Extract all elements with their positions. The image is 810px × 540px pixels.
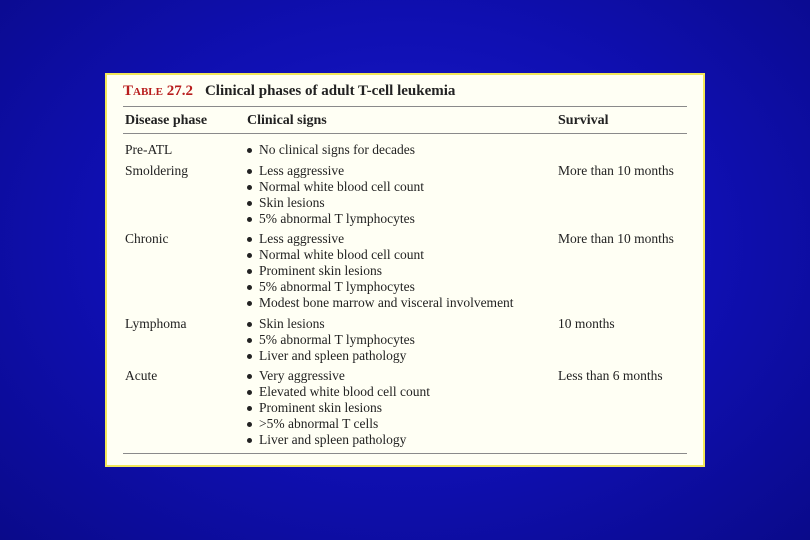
clinical-sign-item: Liver and spleen pathology bbox=[247, 348, 415, 364]
clinical-sign-item: Normal white blood cell count bbox=[247, 247, 514, 263]
clinical-sign-item: Normal white blood cell count bbox=[247, 179, 424, 195]
clinical-sign-item: Skin lesions bbox=[247, 316, 415, 332]
row-phase: Smoldering bbox=[125, 163, 188, 178]
clinical-sign-item: Elevated white blood cell count bbox=[247, 384, 430, 400]
clinical-sign-item: 5% abnormal T lymphocytes bbox=[247, 332, 415, 348]
row-clinical-signs bbox=[247, 142, 415, 158]
table-title: Clinical phases of adult T-cell leukemia bbox=[204, 83, 456, 99]
header-divider bbox=[123, 133, 687, 134]
row-survival: More than 10 months bbox=[558, 231, 674, 246]
clinical-sign-item: Less aggressive bbox=[247, 231, 514, 247]
table-panel bbox=[105, 73, 705, 467]
caption-divider bbox=[123, 106, 687, 107]
row-survival: 10 months bbox=[558, 316, 615, 331]
clinical-sign-item: 5% abnormal T lymphocytes bbox=[247, 211, 424, 227]
row-phase: Lymphoma bbox=[125, 316, 187, 331]
clinical-sign-item: Very aggressive bbox=[247, 368, 430, 384]
clinical-sign-item: Prominent skin lesions bbox=[247, 263, 514, 279]
clinical-sign-item: 5% abnormal T lymphocytes bbox=[247, 279, 514, 295]
clinical-sign-item: Modest bone marrow and visceral involvement bbox=[247, 295, 514, 311]
row-survival: Less than 6 months bbox=[558, 368, 663, 383]
row-phase: Pre-ATL bbox=[125, 142, 173, 157]
table-caption bbox=[123, 83, 455, 100]
header-survival: Survival bbox=[558, 113, 609, 128]
table-bottom-rule bbox=[123, 453, 687, 454]
row-clinical-signs bbox=[247, 316, 415, 364]
table-label: Table 27.2 bbox=[123, 83, 193, 99]
header-clinical-signs: Clinical signs bbox=[247, 113, 327, 128]
clinical-sign-item: Liver and spleen pathology bbox=[247, 432, 430, 448]
clinical-sign-item: No clinical signs for decades bbox=[247, 142, 415, 158]
row-phase: Acute bbox=[125, 368, 158, 383]
row-clinical-signs bbox=[247, 231, 514, 311]
header-disease-phase: Disease phase bbox=[125, 113, 208, 128]
clinical-sign-item: Prominent skin lesions bbox=[247, 400, 430, 416]
row-phase: Chronic bbox=[125, 231, 169, 246]
row-clinical-signs bbox=[247, 368, 430, 448]
row-survival: More than 10 months bbox=[558, 163, 674, 178]
row-clinical-signs bbox=[247, 163, 424, 227]
clinical-sign-item: Skin lesions bbox=[247, 195, 424, 211]
clinical-sign-item: >5% abnormal T cells bbox=[247, 416, 430, 432]
clinical-sign-item: Less aggressive bbox=[247, 163, 424, 179]
